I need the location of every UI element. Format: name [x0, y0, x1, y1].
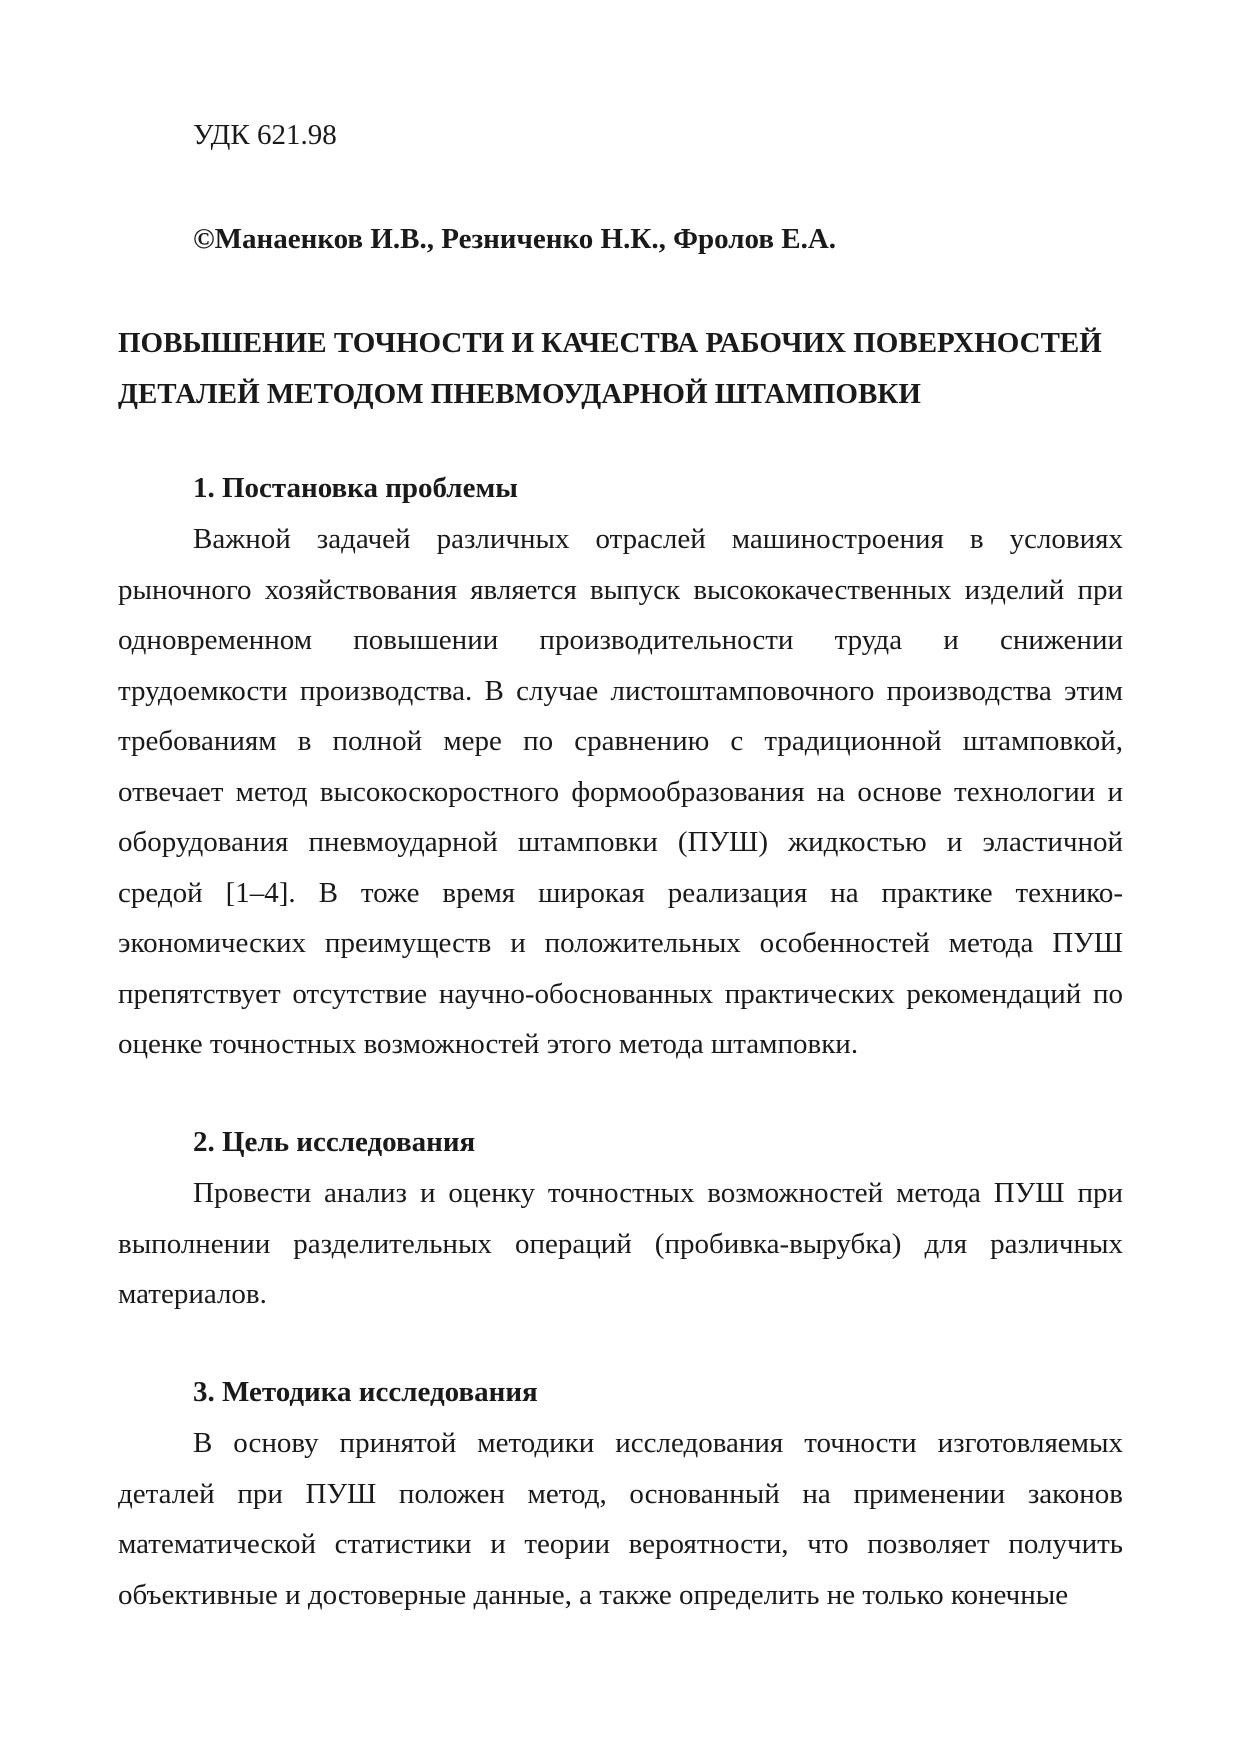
section-paragraph: Провести анализ и оценку точностных возможностей метода ПУШ при выполнении разделительных операций (пробивка-вырубка) для различных материалов.	[118, 1177, 1123, 1310]
section-heading: 3. Методика исследования	[193, 1376, 538, 1408]
udc-code: УДК 621.98	[193, 119, 337, 151]
section-paragraph: Важной задачей различных отраслей машиностроения в условиях рыночного хозяйствования является выпуск высококачественных изделий при одновременном повышении производительности труда и снижении трудоемкости производства. В случае листоштамповочного производства этим требованиям в полной мере по сравнению с традиционной штамповкой, отвечает метод высокоскоростного формообразования на основе технологии и оборудования пневмоударной штамповки (ПУШ) жидкостью и эластичной средой [1–4]. В тоже время широкая реализация на практике технико-экономических преимуществ и положительных особенностей метода ПУШ препятствует отсутствие научно-обоснованных практических рекомендаций по оценке точностных возможностей этого метода штамповки.	[118, 523, 1123, 1060]
section-paragraph: В основу принятой методики исследования точности изготовляемых деталей при ПУШ положен метод, основанный на применении законов математической статистики и теории вероятности, что позволяет получить объективные и достоверные данные, а также определить не только конечные	[118, 1427, 1123, 1611]
section-research-method	[118, 1367, 1123, 1620]
section-heading: 2. Цель исследования	[193, 1126, 476, 1158]
title-line-2: ДЕТАЛЕЙ МЕТОДОМ ПНЕВМОУДАРНОЙ ШТАМПОВКИ	[118, 378, 921, 410]
section-heading: 1. Постановка проблемы	[193, 472, 518, 504]
section-problem-statement	[118, 463, 1123, 1070]
authors: ©Манаенков И.В., Резниченко Н.К., Фролов Е.А.	[193, 223, 837, 255]
section-research-goal	[118, 1117, 1123, 1320]
title-line-1: ПОВЫШЕНИЕ ТОЧНОСТИ И КАЧЕСТВА РАБОЧИХ ПОВЕРХНОСТЕЙ	[118, 327, 1102, 359]
paper-title	[118, 318, 1123, 420]
